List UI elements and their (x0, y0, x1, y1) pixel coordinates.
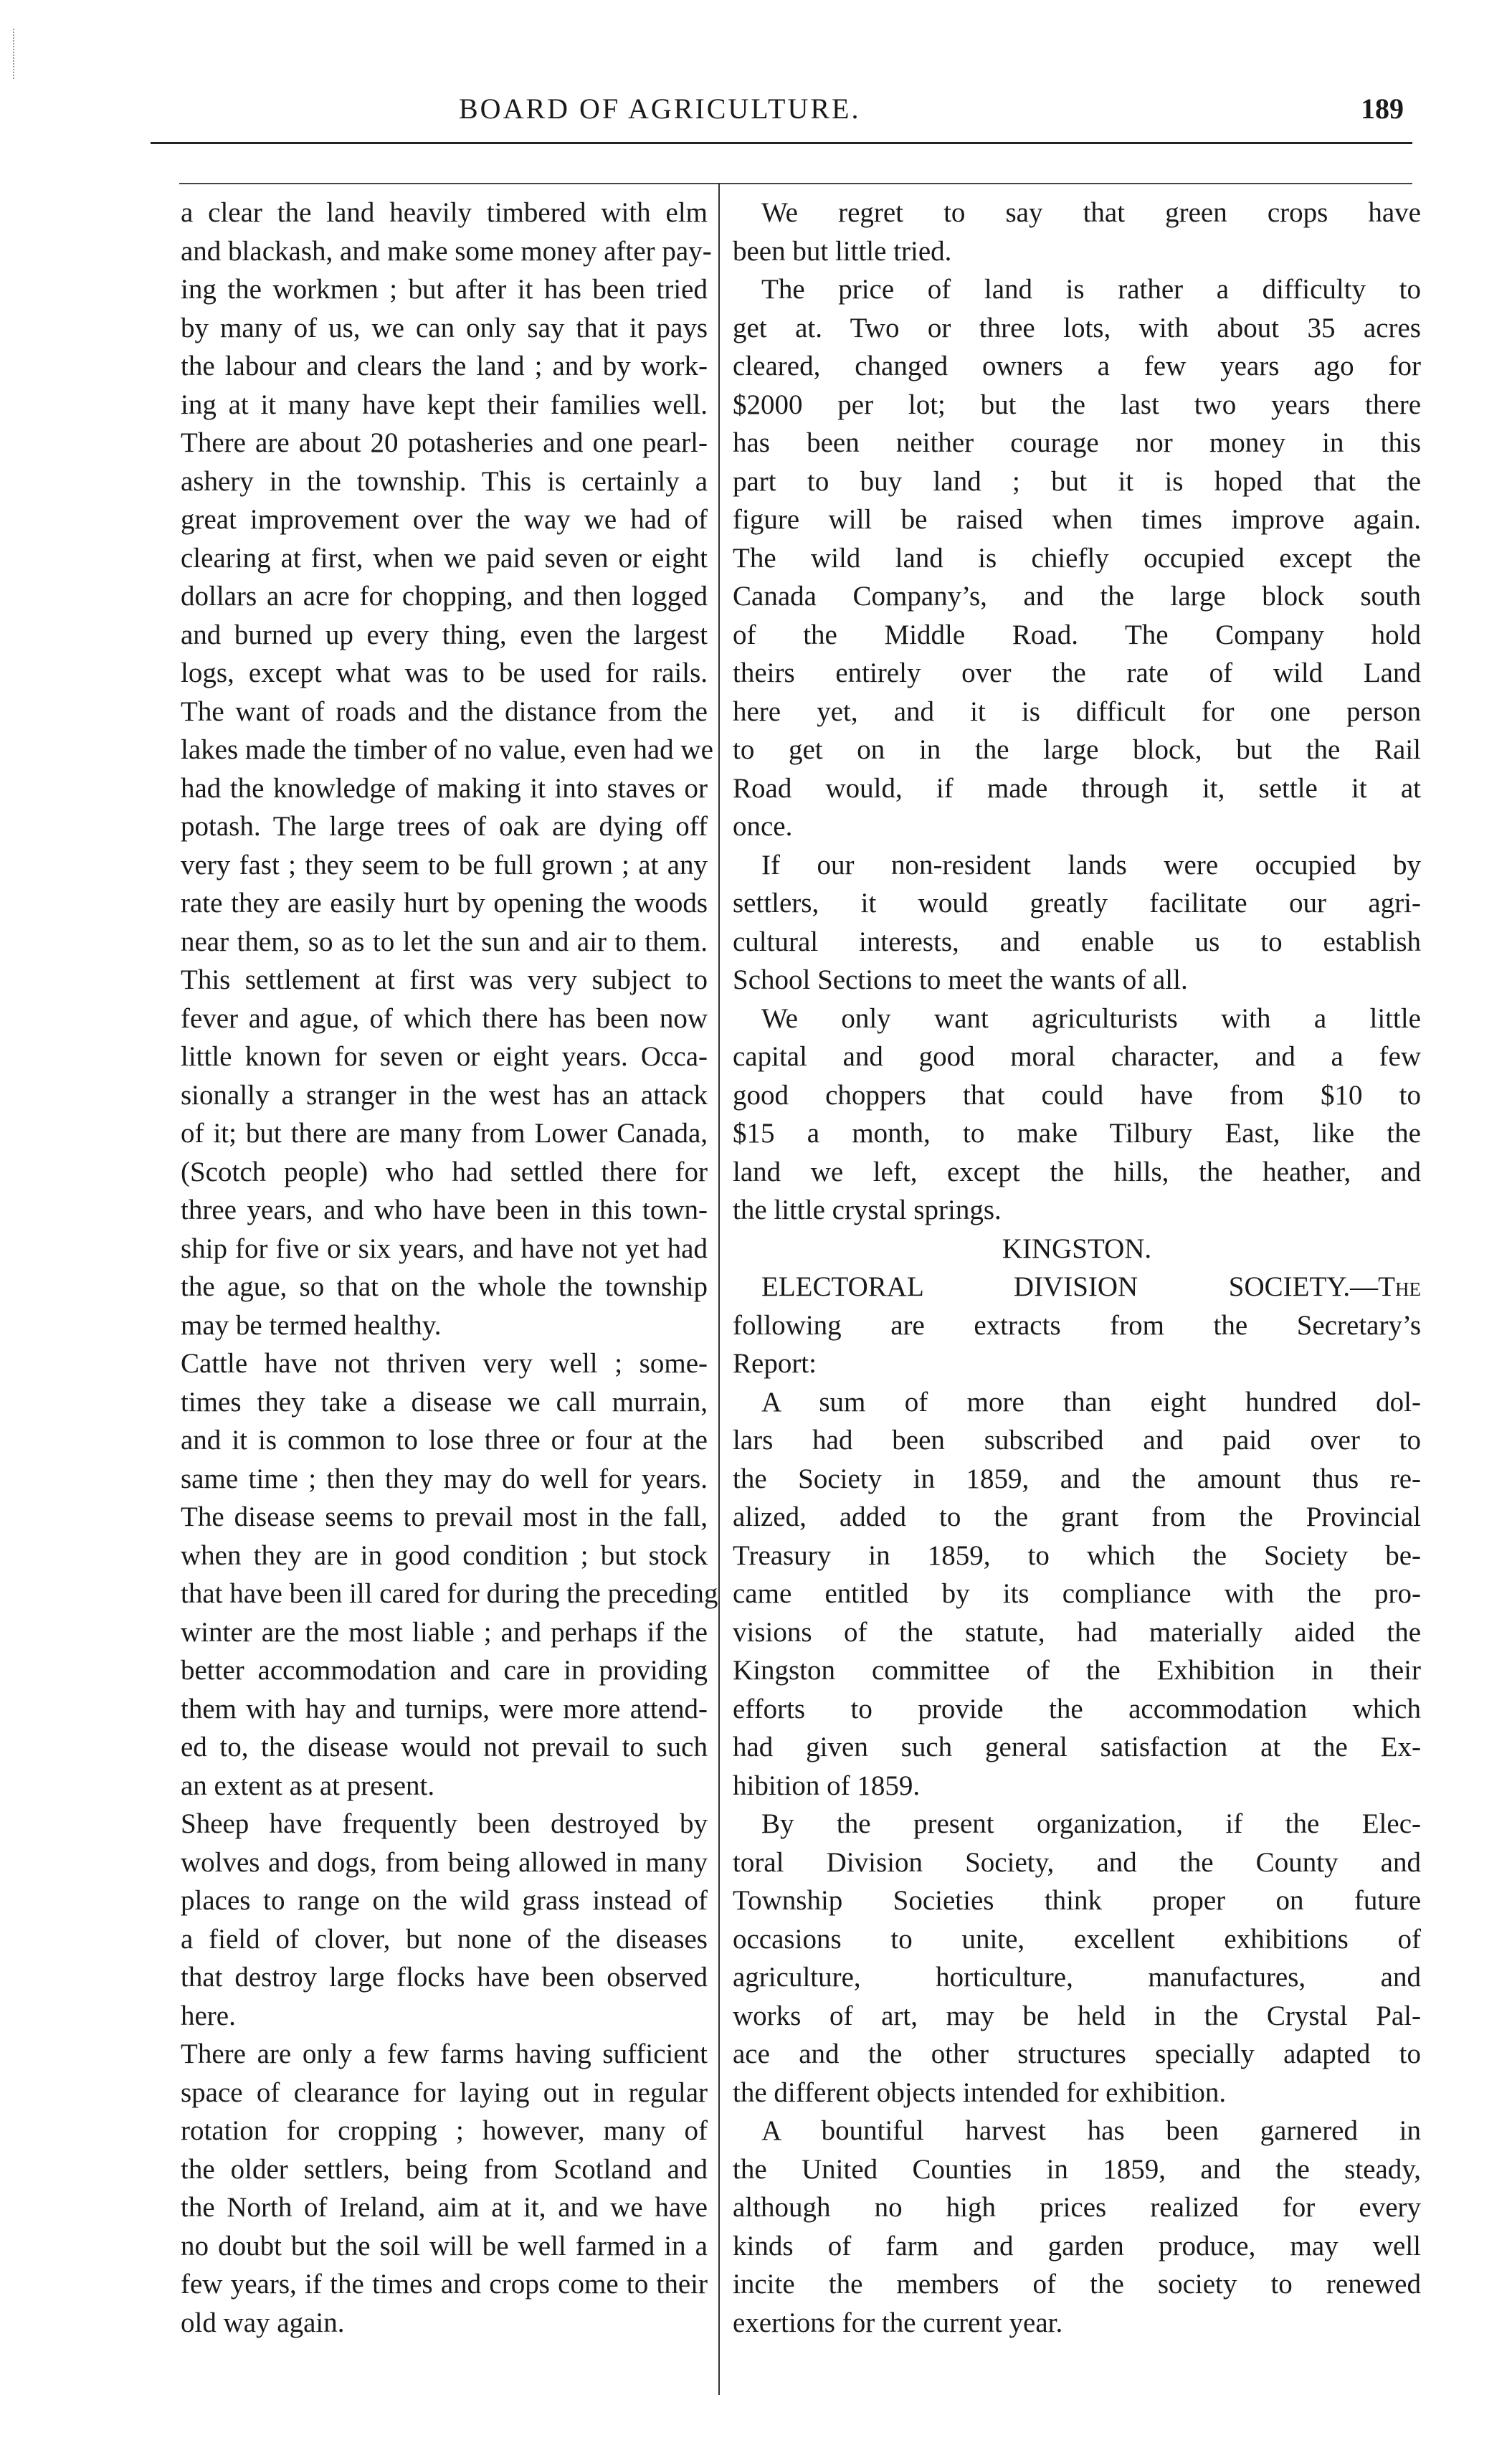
text-line: the United Counties in 1859, and the steady, (733, 2153, 1421, 2185)
text-line: no doubt but the soil will be well farmed in a (181, 2230, 708, 2262)
text-line: the labour and clears the land ; and by work- (181, 351, 708, 381)
text-line: great improvement over the way we had of (181, 504, 708, 535)
left-column (181, 194, 718, 2342)
text-line: Cattle have not thriven very well ; some- (181, 1348, 708, 1379)
text-line: dollars an acre for chopping, and then logged (181, 581, 708, 612)
text-line: capital and good moral character, and a few (733, 1041, 1421, 1072)
column-divider (718, 183, 720, 2395)
text-line: ship for five or six years, and have not yet had (181, 1233, 708, 1264)
text-line: the older settlers, being from Scotland and (181, 2153, 708, 2185)
text-line: (Scotch people) who had settled there for (181, 1156, 708, 1187)
text-line: ashery in the township. This is certainly a (181, 465, 708, 497)
text-line: the North of Ireland, aim at it, and we have (181, 2192, 708, 2223)
text-line: We only want agriculturists with a little (761, 1002, 1421, 1034)
text-line: incite the members of the society to renewed (733, 2269, 1421, 2300)
text-line: better accommodation and care in providing (181, 1655, 708, 1686)
text-line: the different objects intended for exhibition. (733, 2077, 1227, 2108)
text-line: visions of the statute, had materially aided the (733, 1616, 1421, 1648)
text-line: ed to, the disease would not prevail to such (181, 1732, 708, 1762)
text-line: This settlement at first was very subject to (181, 964, 708, 995)
text-line: here. (181, 2000, 236, 2031)
text-line: the little crystal springs. (733, 1195, 1002, 1225)
text-line: had the knowledge of making it into staves or (181, 772, 708, 804)
text-line: If our non-resident lands were occupied by (761, 849, 1421, 881)
text-line: There are only a few farms having sufficient (181, 2039, 708, 2069)
text-line: following are extracts from the Secretary’s (733, 1309, 1421, 1341)
section-heading: KINGSTON. (1002, 1233, 1152, 1264)
text-line: We regret to say that green crops have (761, 197, 1421, 228)
text-line: had given such general satisfaction at the Ex- (733, 1732, 1421, 1762)
text-line: the Society in 1859, and the amount thus re- (733, 1463, 1421, 1494)
text-line: rotation for cropping ; however, many of (181, 2115, 708, 2146)
text-line: although no high prices realized for every (733, 2192, 1421, 2223)
text-line: them with hay and turnips, were more attend- (181, 1693, 708, 1724)
text-line: to get on in the large block, but the Rail (733, 734, 1421, 765)
text-line: good choppers that could have from $10 to (733, 1079, 1421, 1111)
text-line: The disease seems to prevail most in the fall, (181, 1501, 708, 1532)
text-line: Treasury in 1859, to which the Society be- (733, 1539, 1421, 1571)
text-line: theirs entirely over the rate of wild Land (733, 658, 1421, 688)
page-edge-mark (13, 29, 16, 79)
text-line: fever and ague, of which there has been now (181, 1002, 708, 1034)
text-line: three years, and who have been in this town- (181, 1195, 708, 1225)
right-column (733, 194, 1421, 2342)
text-line: old way again. (181, 2307, 345, 2338)
text-line: A bountiful harvest has been garnered in (761, 2115, 1421, 2146)
text-line: The price of land is rather a difficulty to (761, 274, 1421, 305)
text-line: once. (733, 811, 793, 842)
text-line: exertions for the current year. (733, 2307, 1063, 2338)
text-line: Kingston committee of the Exhibition in their (733, 1655, 1421, 1686)
text-line: lakes made the timber of no value, even had we (181, 734, 713, 765)
text-line: and burned up every thing, even the largest (181, 619, 708, 650)
text-line: little known for seven or eight years. Occa- (181, 1041, 708, 1072)
text-line: By the present organization, if the Elec- (761, 1808, 1421, 1839)
section-subheading: ELECTORAL DIVISION SOCIETY.—The (761, 1271, 1421, 1302)
text-line: a field of clover, but none of the diseases (181, 1923, 708, 1955)
text-line: few years, if the times and crops come to their (181, 2269, 708, 2300)
text-line: and blackash, and make some money after pay- (181, 235, 712, 267)
text-line: kinds of farm and garden produce, may well (733, 2230, 1421, 2262)
text-line: Township Societies think proper on future (733, 1885, 1421, 1916)
text-line: cleared, changed owners a few years ago for (733, 351, 1421, 381)
text-line: alized, added to the grant from the Provincial (733, 1501, 1421, 1532)
text-line: There are about 20 potasheries and one pearl- (181, 427, 708, 458)
text-line: here yet, and it is difficult for one person (733, 696, 1421, 727)
text-line: Road would, if made through it, settle it at (733, 772, 1421, 804)
text-line: near them, so as to let the sun and air to them. (181, 926, 708, 957)
text-line: lars had been subscribed and paid over to (733, 1425, 1421, 1456)
text-line: figure will be raised when times improve again. (733, 504, 1421, 535)
text-line: Report: (733, 1348, 817, 1379)
text-line: The wild land is chiefly occupied except the (733, 542, 1421, 574)
text-line: very fast ; they seem to be full grown ; at any (181, 849, 708, 881)
column-top-rule (179, 183, 1412, 184)
text-line: of the Middle Road. The Company hold (733, 619, 1421, 650)
page-header (143, 86, 1420, 136)
text-line: winter are the most liable ; and perhaps if the (181, 1616, 708, 1648)
text-line: when they are in good condition ; but stock (181, 1539, 708, 1571)
text-line: A sum of more than eight hundred dol- (761, 1386, 1421, 1418)
text-line: get at. Two or three lots, with about 35 acres (733, 312, 1421, 343)
text-line: by many of us, we can only say that it pays (181, 312, 708, 343)
text-line: cultural interests, and enable us to establish (733, 926, 1421, 957)
text-line: places to range on the wild grass instead of (181, 1885, 708, 1916)
text-line: logs, except what was to be used for rails. (181, 658, 708, 688)
text-line: that have been ill cared for during the preceding (181, 1578, 718, 1609)
text-line: the ague, so that on the whole the township (181, 1271, 708, 1302)
text-line: and it is common to lose three or four at the (181, 1425, 708, 1456)
text-line: $2000 per lot; but the last two years there (733, 389, 1421, 420)
text-line: clearing at first, when we paid seven or eight (181, 542, 708, 574)
text-line: same time ; then they may do well for years. (181, 1463, 708, 1494)
text-line: ace and the other structures specially adapted to (733, 2039, 1421, 2069)
text-line: agriculture, horticulture, manufactures, and (733, 1962, 1421, 1993)
text-line: hibition of 1859. (733, 1770, 921, 1801)
text-line: part to buy land ; but it is hoped that the (733, 465, 1421, 497)
text-line: rate they are easily hurt by opening the woods (181, 888, 708, 919)
text-line: that destroy large flocks have been observed (181, 1962, 708, 1993)
text-line: an extent as at present. (181, 1770, 435, 1801)
header-rule (151, 142, 1412, 144)
text-line: of it; but there are many from Lower Canada, (181, 1118, 708, 1149)
text-line: has been neither courage nor money in this (733, 427, 1421, 458)
text-line: sionally a stranger in the west has an attack (181, 1079, 708, 1111)
text-line: efforts to provide the accommodation which (733, 1693, 1421, 1724)
text-line: been but little tried. (733, 235, 952, 267)
text-line: ing the workmen ; but after it has been tried (181, 274, 708, 305)
page-number: 189 (1361, 92, 1404, 125)
text-line: School Sections to meet the wants of all. (733, 964, 1188, 995)
text-line: ing at it many have kept their families well. (181, 389, 708, 420)
text-line: Canada Company’s, and the large block south (733, 581, 1421, 612)
text-line: may be termed healthy. (181, 1309, 442, 1341)
text-line: times they take a disease we call murrain, (181, 1386, 708, 1418)
text-line: toral Division Society, and the County and (733, 1846, 1421, 1878)
text-line: occasions to unite, excellent exhibitions of (733, 1923, 1421, 1955)
text-line: settlers, it would greatly facilitate our agri- (733, 888, 1421, 919)
text-line: space of clearance for laying out in regular (181, 2077, 708, 2108)
text-line: a clear the land heavily timbered with elm (181, 197, 708, 228)
text-line: $15 a month, to make Tilbury East, like the (733, 1118, 1421, 1149)
text-line: Sheep have frequently been destroyed by (181, 1808, 708, 1839)
text-line: potash. The large trees of oak are dying off (181, 811, 708, 842)
text-line: land we left, except the hills, the heather, and (733, 1156, 1421, 1187)
text-line: works of art, may be held in the Crystal Pal- (733, 2000, 1421, 2031)
text-line: wolves and dogs, from being allowed in many (181, 1846, 708, 1878)
running-head: BOARD OF AGRICULTURE. (459, 92, 861, 125)
text-line: The want of roads and the distance from the (181, 696, 708, 727)
text-line: came entitled by its compliance with the pro- (733, 1578, 1421, 1609)
